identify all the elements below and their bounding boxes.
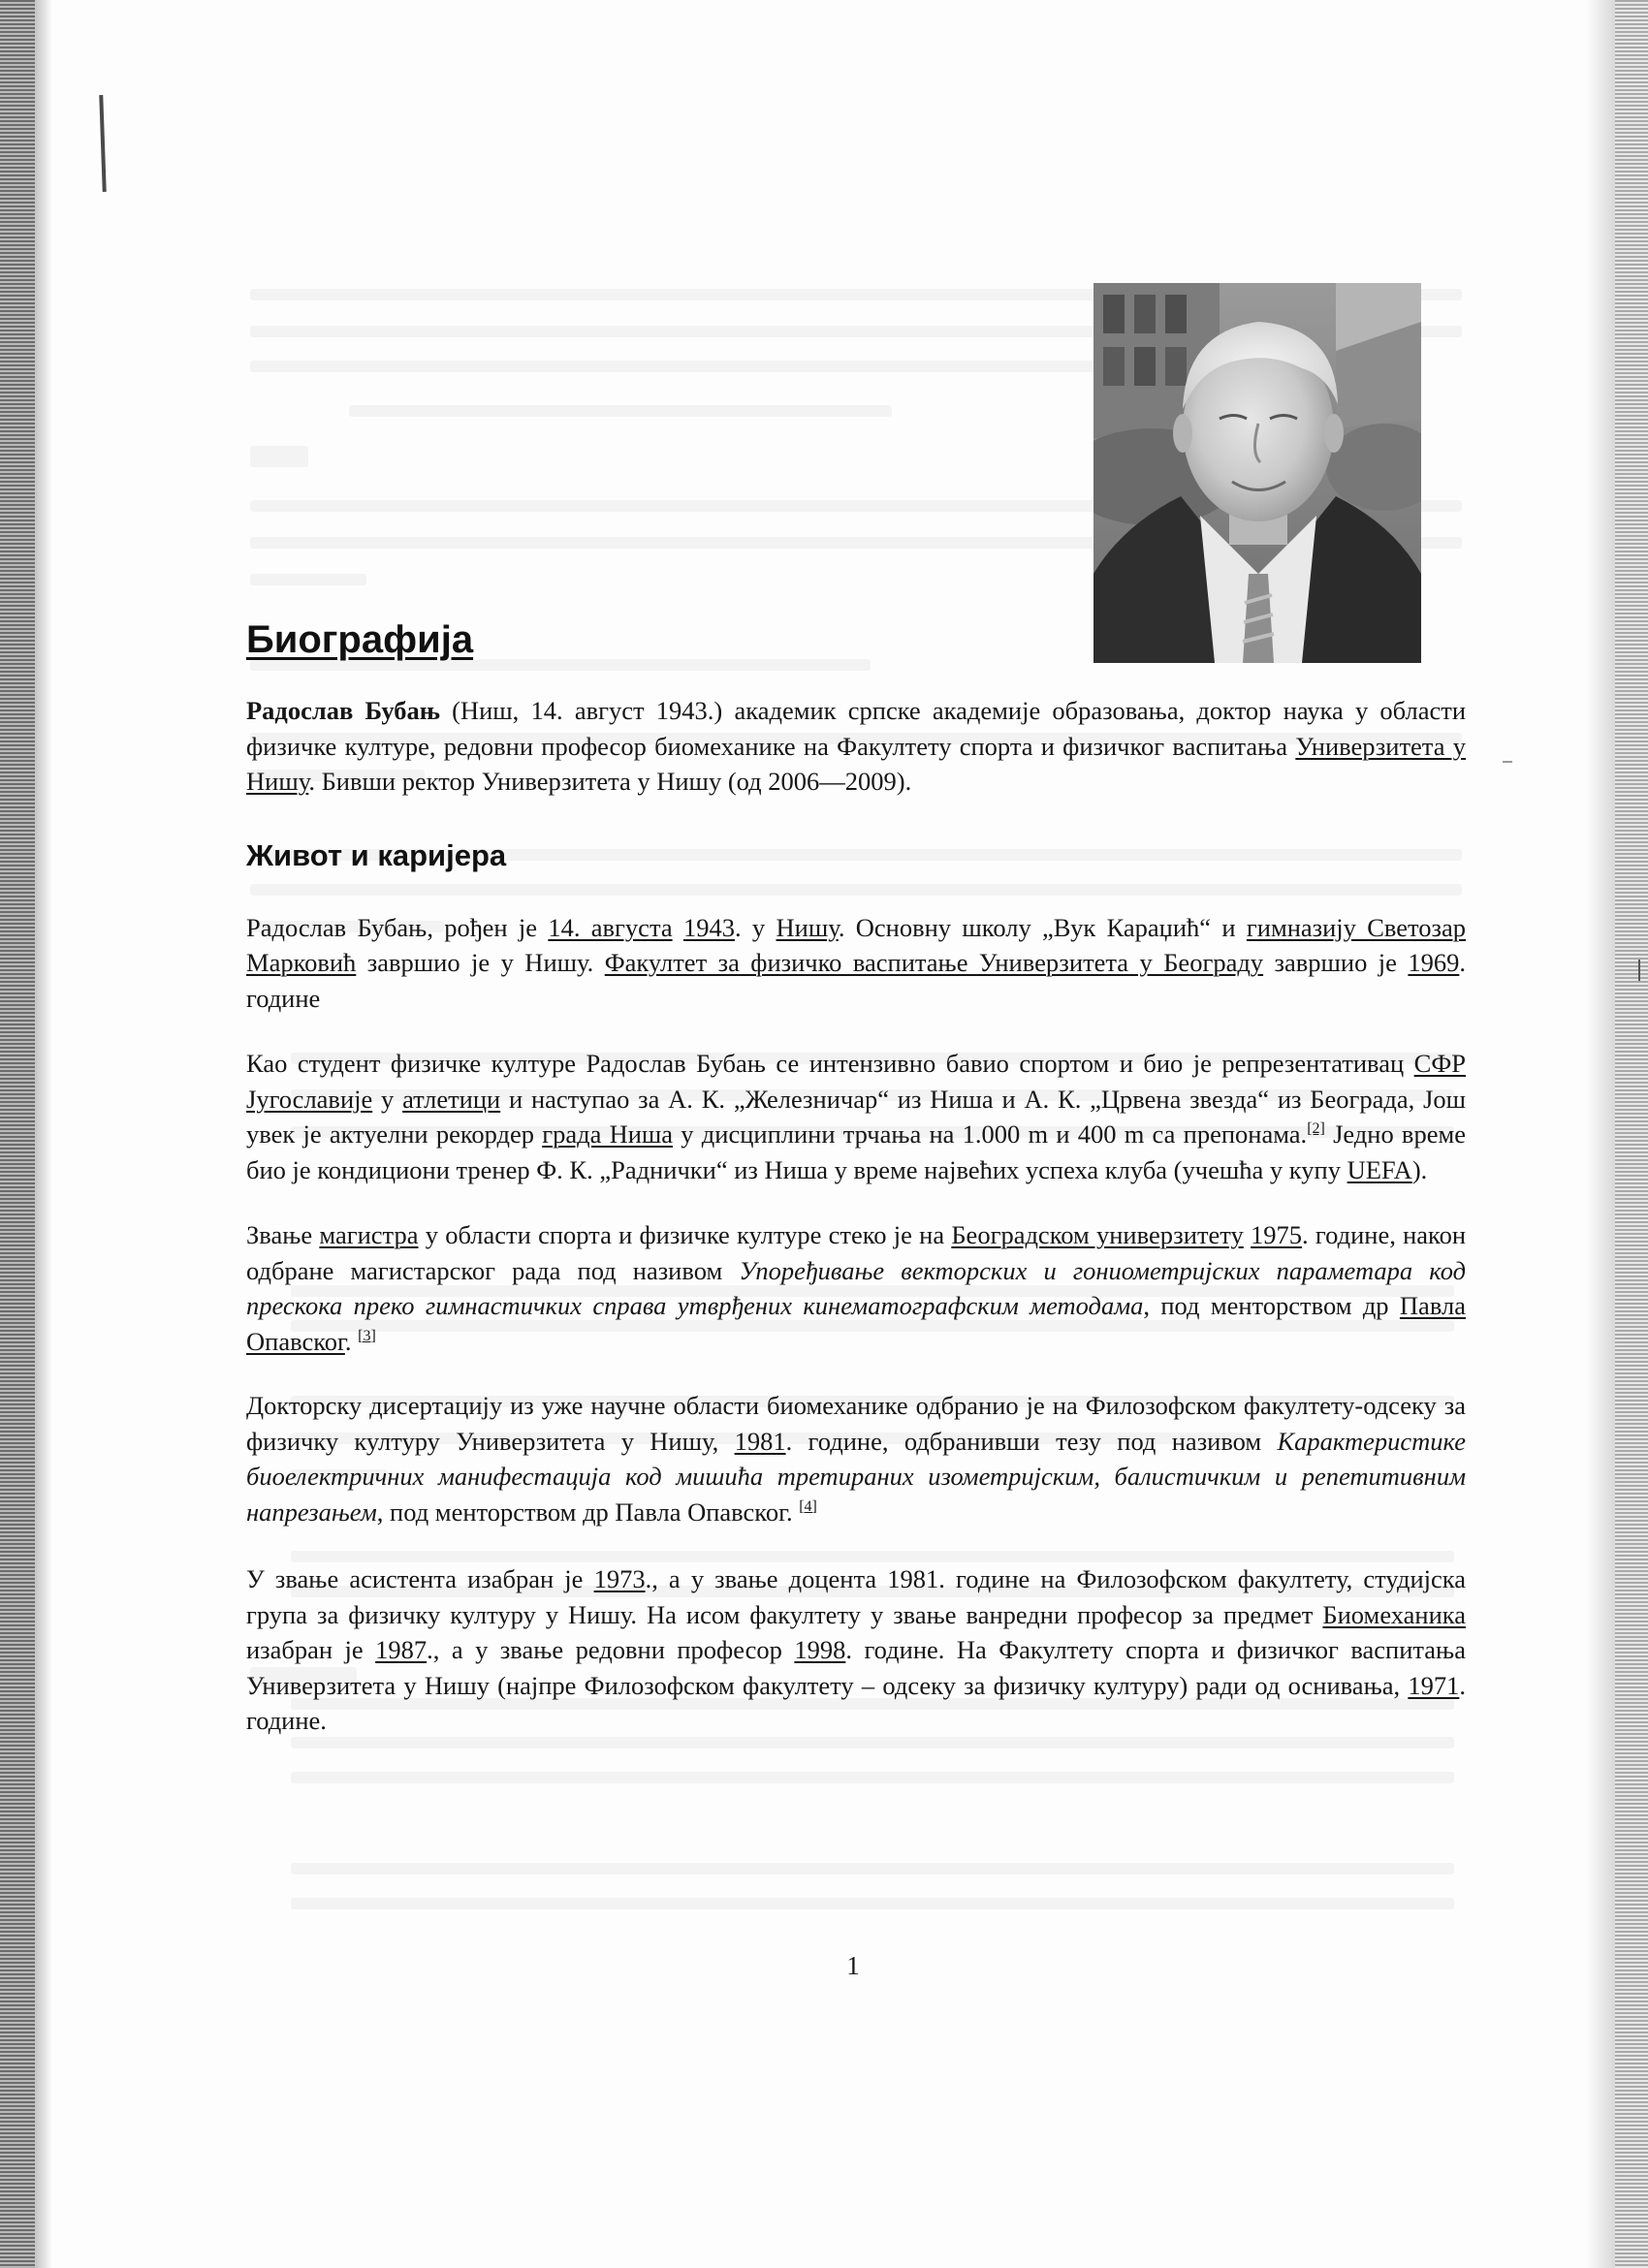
text: . године	[246, 948, 1466, 1013]
text: . Бивши ректор Универзитета у Нишу (од 2006—2009).	[308, 767, 912, 796]
doctorate-paragraph	[246, 1388, 1466, 1529]
life-career-heading: Живот и каријера	[246, 837, 507, 872]
scanner-edge-left	[0, 0, 35, 2268]
link-sfrj[interactable]: СФР Југославије	[246, 1049, 1466, 1114]
text: у области спорта и физичке културе стеко је на	[418, 1220, 952, 1249]
text: Једно време био је кондициони тренер Ф. К. „Раднички“ из Ниша у време највећих успеха клуба (учешћа у купу	[246, 1119, 1466, 1184]
text: . године.	[246, 1670, 1466, 1735]
text: . Основну школу „Вук Караџић“ и	[838, 912, 1247, 942]
text: (Ниш, 14. август 1943.) академик српске академије образовања, доктор наука у области физичке културе, редовни професор биомеханике на Факултету спорта и физичког васпитања	[246, 696, 1466, 761]
text: . године, након одбране магистарског рада под називом	[246, 1220, 1467, 1285]
text: , под менторством др Павла Опавског.	[376, 1496, 800, 1527]
text: и наступао за А. К. „Железничар“ из Ниша и А. К. „Црвена звезда“ из Београда, Још увек је актуелни рекордер	[246, 1084, 1467, 1149]
student-paragraph	[246, 1046, 1466, 1187]
person-name: Радослав Бубањ	[246, 696, 440, 725]
master-paragraph	[246, 1217, 1466, 1359]
text: завршио је	[1263, 948, 1409, 977]
doctoral-thesis-title: Карактеристике биоелектричних манифестација код мишића третираних изометријским, балистичким и репетитивним напрезањем	[246, 1426, 1466, 1527]
link-mentor[interactable]: Павла Опавског	[246, 1291, 1466, 1356]
link-year-1975[interactable]: 1975	[1251, 1220, 1303, 1249]
text: у	[372, 1084, 403, 1114]
link-birth-year[interactable]: 1943	[682, 912, 735, 942]
link-year-1971[interactable]: 1971	[1408, 1670, 1460, 1700]
link-belgrade-university[interactable]: Београдском универзитету	[951, 1220, 1244, 1249]
text	[673, 913, 683, 942]
text: ., а у звање редовни професор	[427, 1635, 795, 1664]
text: завршио је у Нишу.	[356, 948, 605, 977]
margin-tick	[1638, 960, 1640, 981]
reference-4[interactable]: [4]	[799, 1497, 817, 1515]
scanner-edge-right	[1615, 0, 1648, 2268]
link-gymnasium[interactable]: гимназију Светозар Марковић	[246, 912, 1467, 977]
career-paragraph	[246, 1561, 1466, 1739]
text: ., а у звање доцента 1981. године на Филозофском факултету, студијска група за физичку културу у Нишу. На исом факултету у звање ванредни професор за предмет	[246, 1564, 1467, 1629]
link-year-1987[interactable]: 1987	[375, 1635, 428, 1664]
text: ).	[1411, 1154, 1428, 1184]
link-city-nis[interactable]: Нишу	[776, 912, 839, 942]
birth-paragraph	[246, 910, 1466, 1017]
link-city-of-nis[interactable]: града Ниша	[542, 1119, 674, 1149]
text: Као студент физичке културе Радослав Бубањ се интензивно бавио спортом и био је репрезентативац	[246, 1049, 1414, 1078]
link-graduation-year[interactable]: 1969	[1408, 948, 1460, 977]
document-body	[246, 616, 1466, 1739]
text: . године, одбранивши тезу под називом	[785, 1426, 1278, 1456]
text: . године. На Факултету спорта и физичког васпитања Универзитета у Нишу (најпре Филозофском факултету – одсеку за физичку културу) ради од оснивања,	[246, 1635, 1466, 1700]
reference-2[interactable]: [2]	[1307, 1120, 1325, 1137]
scanner-edge-left-shadow	[35, 0, 52, 2268]
page-number: 1	[846, 1951, 860, 1980]
link-year-1998[interactable]: 1998	[794, 1635, 846, 1664]
link-magistar[interactable]: магистра	[319, 1220, 419, 1249]
link-uefa[interactable]: UEFA	[1347, 1154, 1412, 1184]
link-biomechanics[interactable]: Биомеханика	[1322, 1599, 1466, 1629]
scanner-edge-right-shadow	[1586, 0, 1615, 2268]
text: Докторску дисертацију из уже научне области биомеханике одбранио је на Филозофском факултету-одсеку за физичку културу Универзитета у Нишу,	[246, 1391, 1466, 1456]
text: . у	[734, 912, 776, 942]
link-year-1973[interactable]: 1973	[593, 1564, 646, 1593]
text: .	[344, 1326, 359, 1356]
link-faculty[interactable]: Факултет за физичко васпитање Универзитета у Београду	[604, 948, 1264, 977]
text: у дисциплини трчања на 1.000 m и 400 m са препонама.	[673, 1119, 1308, 1149]
portrait-photo	[1093, 283, 1421, 663]
intro-paragraph	[246, 693, 1466, 800]
text	[1244, 1220, 1251, 1249]
link-university-nis[interactable]: Универзитета у Нишу	[246, 731, 1466, 796]
link-athletics[interactable]: атлетици	[402, 1084, 501, 1114]
link-year-1981[interactable]: 1981	[734, 1426, 786, 1456]
biography-heading: Биографија	[246, 618, 474, 661]
link-birth-date[interactable]: 14. августа	[548, 912, 673, 942]
reference-3[interactable]: [3]	[358, 1327, 376, 1344]
text: У звање асистента изабран је	[246, 1564, 594, 1593]
master-thesis-title: Упоређивање векторских и гониометријских параметара код прескока преко гимнастичких справа утврђених кинематографским методама	[246, 1255, 1466, 1320]
text: изабран је	[246, 1635, 376, 1664]
text: , под менторством др	[1143, 1291, 1400, 1320]
text: Звање	[246, 1220, 320, 1249]
text: Радослав Бубањ, рођен је	[246, 912, 549, 942]
margin-dash	[1503, 761, 1512, 763]
margin-mark	[99, 95, 106, 192]
